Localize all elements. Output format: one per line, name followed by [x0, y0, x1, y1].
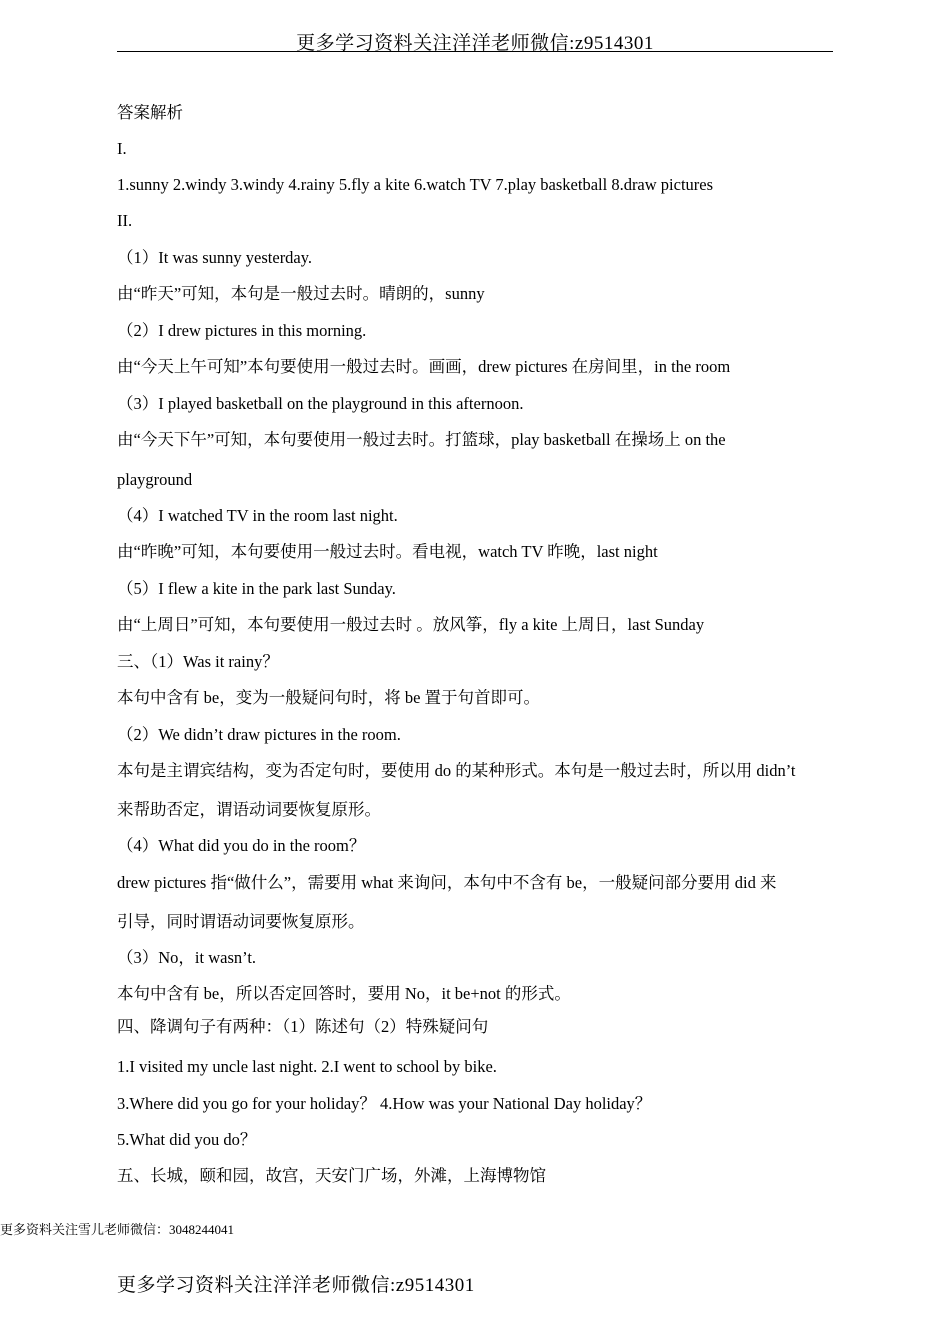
explanation-line: 引导，同时谓语动词要恢复原形。 [117, 912, 365, 931]
explanation-line: 由“昨天”可知，本句是一般过去时。晴朗的，sunny [117, 284, 485, 303]
answer-line: （5）I flew a kite in the park last Sunday. [117, 579, 396, 598]
answer-line: 五、长城，颐和园，故宫，天安门广场，外滩，上海博物馆 [117, 1166, 546, 1185]
answer-line: （4）I watched TV in the room last night. [117, 506, 398, 525]
answer-line: 三、（1）Was it rainy？ [117, 652, 279, 671]
answer-line: 3.Where did you go for your holiday？ 4.How was your National Day holiday？ [117, 1094, 652, 1113]
section-title: 答案解析 [117, 103, 183, 122]
explanation-line: 来帮助否定，谓语动词要恢复原形。 [117, 800, 381, 819]
explanation-line: 由“今天下午”可知，本句要使用一般过去时。打篮球，play basketball 在操场上 on the [117, 430, 726, 449]
part-heading: I. [117, 139, 127, 158]
header-divider [117, 51, 833, 52]
answer-line: （3）No，it wasn’t. [117, 948, 257, 967]
part-heading: 四、降调句子有两种：（1）陈述句（2）特殊疑问句 [117, 1017, 489, 1036]
explanation-line: 本句中含有 be，所以否定回答时，要用 No，it be+not 的形式。 [117, 984, 571, 1003]
explanation-line: 由“昨晚”可知，本句要使用一般过去时。看电视，watch TV 昨晚，last night [117, 542, 658, 561]
answer-line: 5.What did you do？ [117, 1130, 257, 1149]
answer-line: 1.sunny 2.windy 3.windy 4.rainy 5.fly a kite 6.watch TV 7.play basketball 8.draw pictures [117, 175, 714, 194]
explanation-line: 本句中含有 be，变为一般疑问句时，将 be 置于句首即可。 [117, 688, 541, 707]
answer-line: （4）What did you do in the room？ [117, 836, 366, 855]
footer-note: 更多资料关注雪儿老师微信：3048244041 [0, 1222, 235, 1237]
explanation-line: playground [117, 470, 193, 489]
explanation-line: drew pictures 指“做什么”，需要用 what 来询问，本句中不含有 be，一般疑问部分要用 did 来 [117, 873, 777, 892]
answer-line: 1.I visited my uncle last night. 2.I went to school by bike. [117, 1057, 497, 1076]
page-footer: 更多学习资料关注洋洋老师微信:z9514301 [117, 1275, 475, 1296]
answer-line: （1）It was sunny yesterday. [117, 248, 313, 267]
explanation-line: 由“上周日”可知，本句要使用一般过去时 。放风筝，fly a kite 上周日，last Sunday [117, 615, 705, 634]
answer-line: （2）I drew pictures in this morning. [117, 321, 367, 340]
answer-line: （2）We didn’t draw pictures in the room. [117, 725, 401, 744]
explanation-line: 本句是主谓宾结构，变为否定句时，要使用 do 的某种形式。本句是一般过去时，所以用 didn’t [117, 761, 796, 780]
part-heading: II. [117, 211, 133, 230]
explanation-line: 由“今天上午可知”本句要使用一般过去时。画画，drew pictures 在房间里，in the room [117, 357, 731, 376]
page-header: 更多学习资料关注洋洋老师微信:z9514301 [296, 33, 654, 54]
answer-line: （3）I played basketball on the playground in this afternoon. [117, 394, 524, 413]
